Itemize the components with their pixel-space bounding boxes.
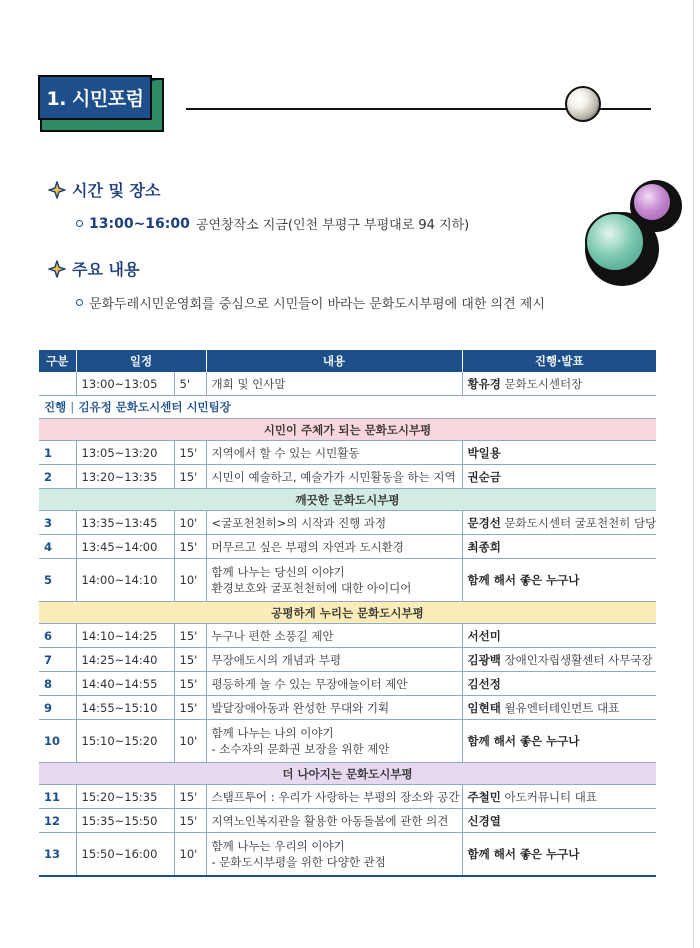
content-line-2: 환경보호와 굴포천천히에 대한 아이디어 [211,581,412,595]
row-duration: 5' [174,372,206,396]
event-time: 13:00~16:00 [89,215,190,232]
row-duration: 15' [174,624,206,648]
content-line-2: - 소수자의 문화권 보장을 위한 제안 [211,742,390,756]
row-time: 14:55~15:10 [76,696,174,720]
row-duration: 10' [174,833,206,877]
row-no: 4 [39,535,76,559]
event-place: 공연창작소 지금(인천 부평구 부평대로 94 지하) [195,218,470,233]
sparkle-star-icon [48,181,66,199]
row-time: 13:05~13:20 [76,441,174,465]
table-row [39,833,656,877]
circle-bullet-icon [76,299,83,306]
page-edge-line [693,0,694,948]
presenter-name: 최종희 [467,539,501,554]
row-presenter [462,833,656,877]
row-duration: 15' [174,696,206,720]
row-content: 시민이 예술하고, 예술가가 시민활동을 하는 지역 [206,465,462,489]
row-content [206,720,462,763]
presenter-name: 권순금 [467,469,501,484]
row-duration: 10' [174,511,206,535]
presenter-name: 신경열 [467,813,501,828]
row-presenter [462,559,656,602]
table-row [39,720,656,763]
row-duration: 15' [174,535,206,559]
row-duration: 15' [174,441,206,465]
row-time: 14:40~14:55 [76,672,174,696]
content-line-2: - 문화도시부평을 위한 다양한 관점 [211,855,386,869]
presenter-name: 김광백 [467,652,501,667]
row-presenter [462,441,656,465]
group-band [39,419,656,441]
group-band [39,763,656,785]
row-no: 8 [39,672,76,696]
header-division: 구분 [39,350,76,372]
row-no: 12 [39,809,76,833]
row-presenter [462,624,656,648]
presenter-name: 박일용 [467,445,501,460]
presenter-name: 서선미 [467,628,501,643]
row-no: 5 [39,559,76,602]
row-content: 개회 및 인사말 [206,372,462,396]
table-row [39,809,656,833]
table-row [39,372,656,396]
row-presenter [462,372,656,396]
row-duration: 15' [174,672,206,696]
table-header-row [39,350,656,372]
content-line-1: 함께 나누는 우리의 이야기 [211,839,345,853]
main-content-line [76,293,545,312]
row-content: 발달장애아동과 완성한 무대와 기획 [206,696,462,720]
presenter-affiliation: 장애인자립생활센터 사무국장 [504,652,653,667]
group-title: 깨끗한 문화도시부평 [39,489,656,511]
row-no: 1 [39,441,76,465]
row-no: 9 [39,696,76,720]
decorative-ball-icon [585,212,645,272]
presenter-affiliation: 문화도시센터 굴포천천히 담당 [504,515,656,530]
moderator-row [39,396,656,419]
row-no: 11 [39,785,76,809]
section-title-time-place [48,178,160,201]
section-badge [40,78,166,134]
circle-bullet-icon [76,220,83,227]
header-schedule: 일정 [76,350,206,372]
presenter-name: 함께 해서 좋은 누구나 [467,734,580,748]
row-no: 7 [39,648,76,672]
table-row [39,648,656,672]
section-title-text: 시간 및 장소 [72,181,161,200]
section-title-text: 주요 내용 [72,260,140,279]
group-band [39,489,656,511]
table-row [39,465,656,489]
row-time: 13:35~13:45 [76,511,174,535]
presenter-name: 문경선 [467,515,501,530]
row-content: 평등하게 놀 수 있는 무장애놀이터 제안 [206,672,462,696]
row-presenter [462,648,656,672]
table-row [39,441,656,465]
row-time: 15:50~16:00 [76,833,174,877]
sparkle-star-icon [48,260,66,278]
row-duration: 10' [174,559,206,602]
row-no: 10 [39,720,76,763]
group-title: 시민이 주체가 되는 문화도시부평 [39,419,656,441]
row-duration: 15' [174,809,206,833]
table-row [39,511,656,535]
row-presenter [462,465,656,489]
row-time: 14:10~14:25 [76,624,174,648]
time-place-line [76,214,469,233]
main-content-text: 문화두레시민운영회를 중심으로 시민들이 바라는 문화도시부평에 대한 의견 제시 [89,297,545,312]
row-time: 14:00~14:10 [76,559,174,602]
presenter-name: 김선정 [467,676,501,691]
presenter-name: 임현태 [467,700,501,715]
row-duration: 15' [174,465,206,489]
presenter-name: 함께 해서 좋은 누구나 [467,573,580,587]
row-presenter [462,696,656,720]
table-row [39,785,656,809]
row-duration: 10' [174,720,206,763]
badge-title: 1. 시민포럼 [38,75,152,120]
row-no: 3 [39,511,76,535]
row-time: 14:25~14:40 [76,648,174,672]
content-line-1: 함께 나누는 나의 이야기 [211,726,334,740]
row-content: 지역에서 할 수 있는 시민활동 [206,441,462,465]
presenter-name: 주철민 [467,789,501,804]
group-title: 공평하게 누리는 문화도시부평 [39,602,656,624]
table-row [39,696,656,720]
row-time: 15:10~15:20 [76,720,174,763]
row-content: <굴포천천히>의 시작과 진행 과정 [206,511,462,535]
row-presenter [462,785,656,809]
row-duration: 15' [174,785,206,809]
row-duration: 15' [174,648,206,672]
row-content [206,833,462,877]
content-line-1: 함께 나누는 당신의 이야기 [211,565,345,579]
row-content: 스탬프투어 : 우리가 사랑하는 부평의 장소와 공간 [206,785,462,809]
row-time: 13:20~13:35 [76,465,174,489]
row-content [206,559,462,602]
decorative-ball-icon [565,86,601,122]
row-time: 13:45~14:00 [76,535,174,559]
row-content: 누구나 편한 소풍길 제안 [206,624,462,648]
row-content: 무장애도시의 개념과 부평 [206,648,462,672]
row-no [39,372,76,396]
group-band [39,602,656,624]
table-row [39,624,656,648]
row-presenter [462,535,656,559]
table-row [39,672,656,696]
section-title-main-content [48,257,139,280]
schedule-table [39,350,656,877]
group-title: 더 나아지는 문화도시부평 [39,763,656,785]
presenter-name: 함께 해서 좋은 누구나 [467,847,580,861]
row-presenter [462,720,656,763]
table-row [39,559,656,602]
presenter-affiliation: 문화도시센터장 [504,376,583,391]
header-presenter: 진행·발표 [462,350,656,372]
row-presenter [462,672,656,696]
row-content: 지역노인복지관을 활용한 아동돌봄에 관한 의견 [206,809,462,833]
row-no: 6 [39,624,76,648]
row-presenter [462,809,656,833]
moderator-text: 김유정 문화도시센터 시민팀장 [78,400,231,414]
row-no: 13 [39,833,76,877]
table-row [39,535,656,559]
moderator-cell: 진행 | 김유정 문화도시센터 시민팀장 [39,396,656,419]
row-content: 머무르고 싶은 부평의 자연과 도시환경 [206,535,462,559]
row-time: 13:00~13:05 [76,372,174,396]
row-time: 15:35~15:50 [76,809,174,833]
row-time: 15:20~15:35 [76,785,174,809]
presenter-affiliation: 윌유엔터테인먼트 대표 [504,700,620,715]
header-content: 내용 [206,350,462,372]
row-no: 2 [39,465,76,489]
presenter-name: 황유경 [467,376,501,391]
row-presenter [462,511,656,535]
moderator-label: 진행 [44,400,67,414]
presenter-affiliation: 아도커뮤니티 대표 [504,789,598,804]
